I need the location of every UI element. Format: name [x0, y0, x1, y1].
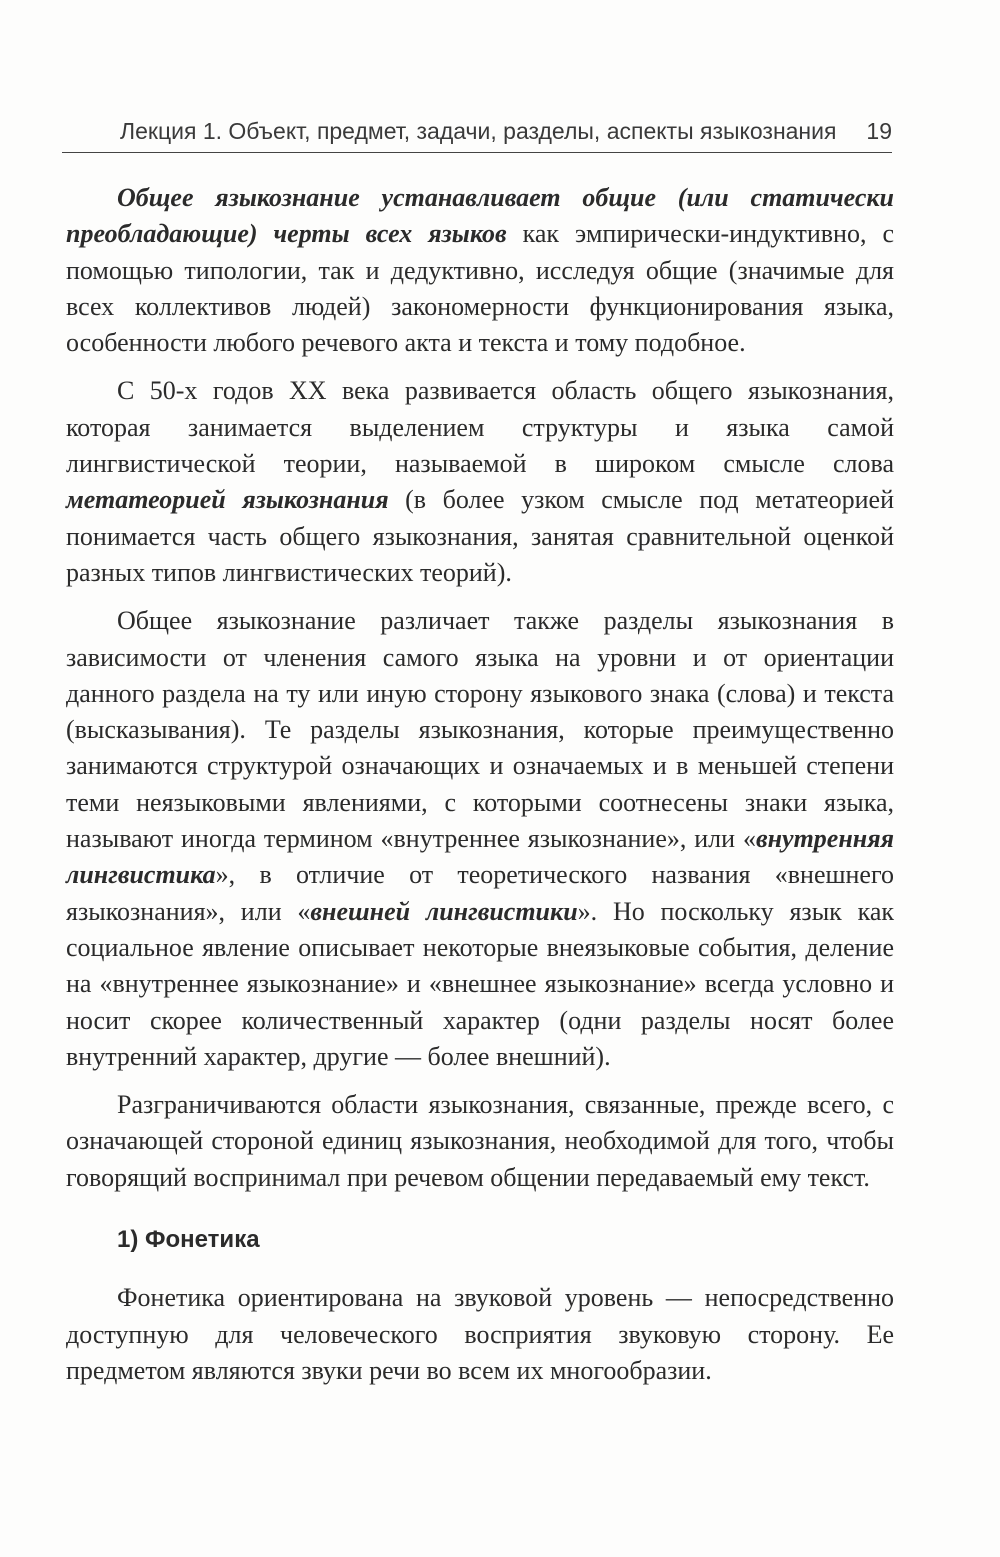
paragraph-text: как эмпирически-индуктивно, с помощью типологии, так и дедуктивно, исследуя общие (значимые для всех коллективов людей) закономерности функционирования языка, особенности любого речевого акта и текста и тому подобное.	[66, 219, 894, 358]
bold-italic-term: метатеорией языкознания	[66, 485, 389, 515]
paragraph-general-linguistics	[66, 180, 894, 361]
paragraph-metatheory	[66, 373, 894, 591]
page-number: 19	[866, 118, 892, 144]
paragraph-text: (в более узком смысле под метатеорией понимается часть общего языкознания, занятая сравнительной оценкой разных типов лингвистических теорий).	[66, 485, 894, 587]
paragraph-text: ». Но поскольку язык как социальное явление описывает некоторые внеязыковые события, деление на «внутреннее языкознание» и «внешнее языкознание» всегда условно и носит скорее количественный характер (одни разделы носят более внутренний характер, другие — более внешний).	[66, 896, 894, 1071]
chapter-title: Лекция 1. Объект, предмет, задачи, разделы, аспекты языкознания	[120, 118, 837, 144]
paragraph-internal-external	[66, 603, 894, 1075]
paragraph-phonetics	[66, 1280, 894, 1389]
section-heading-phonetics: 1) Фонетика	[117, 1226, 260, 1254]
paragraph-text: Фонетика ориентирована на звуковой уровень — непосредственно доступную для человеческого восприятия звуковую сторону. Ее предметом являются звуки речи во всем их многообразии.	[66, 1283, 894, 1385]
bold-italic-term: Общее языкознание устанавливает общие (или статически преобладающие) черты всех языков	[66, 183, 894, 249]
paragraph-signifier-areas	[66, 1087, 894, 1196]
bold-italic-term: внутренняя лингвистика	[66, 824, 894, 890]
bold-italic-term: внешней лингвистики	[310, 896, 578, 926]
paragraph-text: Разграничиваются области языкознания, связанные, прежде всего, с означающей стороной единиц языкознания, необходимой для того, чтобы говорящий воспринимал при речевом общении передаваемый ему текст.	[66, 1090, 894, 1192]
paragraph-text: С 50-х годов XX века развивается область общего языкознания, которая занимается выделением структуры и языка самой лингвистической теории, называемой в широком смысле слова	[66, 376, 894, 479]
paragraph-text: », в отличие от теоретического названия «внешнего языкознания», или «	[66, 860, 894, 926]
running-header	[62, 116, 892, 153]
paragraph-text: Общее языкознание различает также разделы языкознания в зависимости от членения самого языка на уровни и от ориентации данного раздела на ту или иную сторону языкового знака (слова) и текста (высказывания). Те разделы языкознания, которые преимущественно занимаются структурой означающих и означаемых и в меньшей степени теми неязыковыми явлениями, с которыми соотнесены знаки языка, называют иногда термином «внутреннее языкознание», или «	[66, 606, 894, 854]
body-text	[66, 180, 894, 1389]
